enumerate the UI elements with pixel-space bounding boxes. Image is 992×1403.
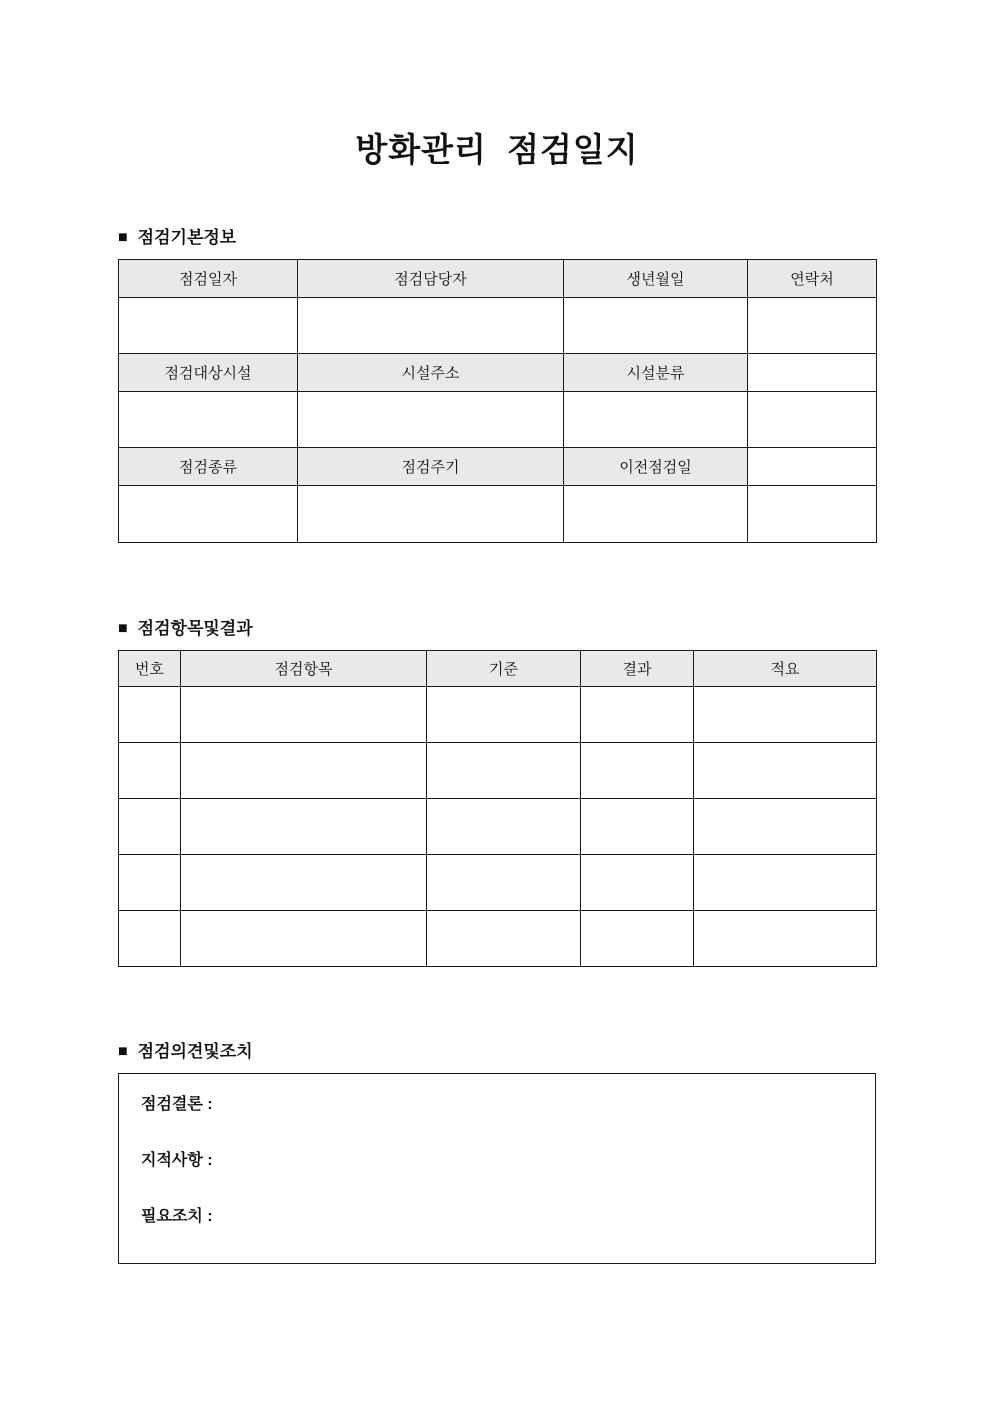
- basic-info-value-row-2: [119, 392, 877, 448]
- section-title-items-results: 점검항목및결과: [137, 619, 253, 638]
- header-remarks: 적요: [694, 651, 877, 687]
- empty-cell: [748, 354, 877, 392]
- empty-cell: [748, 486, 877, 543]
- section-title-basic-info: 점검기본정보: [137, 228, 237, 247]
- result-cell: [581, 855, 694, 911]
- header-birth-date: 생년월일: [564, 260, 748, 298]
- basic-info-value-row-1: [119, 298, 877, 354]
- number-cell: [119, 855, 181, 911]
- result-cell: [581, 743, 694, 799]
- basic-info-header-row-2: [119, 354, 877, 392]
- number-cell: [119, 911, 181, 967]
- remarks-cell: [694, 799, 877, 855]
- page-title: 방화관리 점검일지: [355, 131, 639, 168]
- inspection-cycle-cell: [298, 486, 564, 543]
- inspection-item-cell: [181, 911, 427, 967]
- header-inspection-cycle: 점검주기: [298, 448, 564, 486]
- number-cell: [119, 743, 181, 799]
- basic-info-table: [118, 259, 877, 543]
- standard-cell: [427, 687, 581, 743]
- header-facility-category: 시설분류: [564, 354, 748, 392]
- required-actions-label: 필요조치 :: [141, 1208, 213, 1225]
- number-cell: [119, 799, 181, 855]
- section-header-opinions-actions: [118, 1041, 876, 1062]
- inspection-item-cell: [181, 743, 427, 799]
- remarks-cell: [694, 743, 877, 799]
- basic-info-header-row-1: [119, 260, 877, 298]
- items-row: [119, 687, 877, 743]
- inspection-item-cell: [181, 687, 427, 743]
- square-bullet-icon: ■: [118, 1042, 128, 1060]
- header-inspector-name: 점검담당자: [298, 260, 564, 298]
- items-row: [119, 799, 877, 855]
- inspection-item-cell: [181, 799, 427, 855]
- remarks-cell: [694, 911, 877, 967]
- birth-date-cell: [564, 298, 748, 354]
- inspection-items-table: [118, 650, 877, 967]
- items-header-row: [119, 651, 877, 687]
- target-facility-cell: [119, 392, 298, 448]
- issues-label: 지적사항 :: [141, 1152, 213, 1169]
- section-title-opinions-actions: 점검의견및조치: [137, 1042, 253, 1061]
- contact-cell: [748, 298, 877, 354]
- remarks-cell: [694, 855, 877, 911]
- remarks-cell: [694, 687, 877, 743]
- header-contact: 연락처: [748, 260, 877, 298]
- result-cell: [581, 911, 694, 967]
- square-bullet-icon: ■: [118, 619, 128, 637]
- basic-info-header-row-3: [119, 448, 877, 486]
- header-number: 번호: [119, 651, 181, 687]
- header-previous-inspection-date: 이전점검일: [564, 448, 748, 486]
- items-row: [119, 911, 877, 967]
- empty-cell: [748, 392, 877, 448]
- square-bullet-icon: ■: [118, 228, 128, 246]
- inspection-type-cell: [119, 486, 298, 543]
- header-standard: 기준: [427, 651, 581, 687]
- section-header-basic-info: [118, 227, 876, 248]
- result-cell: [581, 687, 694, 743]
- header-result: 결과: [581, 651, 694, 687]
- header-facility-address: 시설주소: [298, 354, 564, 392]
- inspector-name-cell: [298, 298, 564, 354]
- standard-cell: [427, 799, 581, 855]
- standard-cell: [427, 911, 581, 967]
- empty-cell: [748, 448, 877, 486]
- header-inspection-item: 점검항목: [181, 651, 427, 687]
- previous-inspection-date-cell: [564, 486, 748, 543]
- items-row: [119, 743, 877, 799]
- opinion-box: [118, 1073, 876, 1264]
- number-cell: [119, 687, 181, 743]
- standard-cell: [427, 743, 581, 799]
- facility-address-cell: [298, 392, 564, 448]
- header-inspection-date: 점검일자: [119, 260, 298, 298]
- items-row: [119, 855, 877, 911]
- inspection-date-cell: [119, 298, 298, 354]
- facility-category-cell: [564, 392, 748, 448]
- section-header-items-results: [118, 618, 876, 639]
- basic-info-value-row-3: [119, 486, 877, 543]
- conclusion-label: 점검결론 :: [141, 1096, 213, 1113]
- standard-cell: [427, 855, 581, 911]
- inspection-item-cell: [181, 855, 427, 911]
- header-target-facility: 점검대상시설: [119, 354, 298, 392]
- header-inspection-type: 점검종류: [119, 448, 298, 486]
- result-cell: [581, 799, 694, 855]
